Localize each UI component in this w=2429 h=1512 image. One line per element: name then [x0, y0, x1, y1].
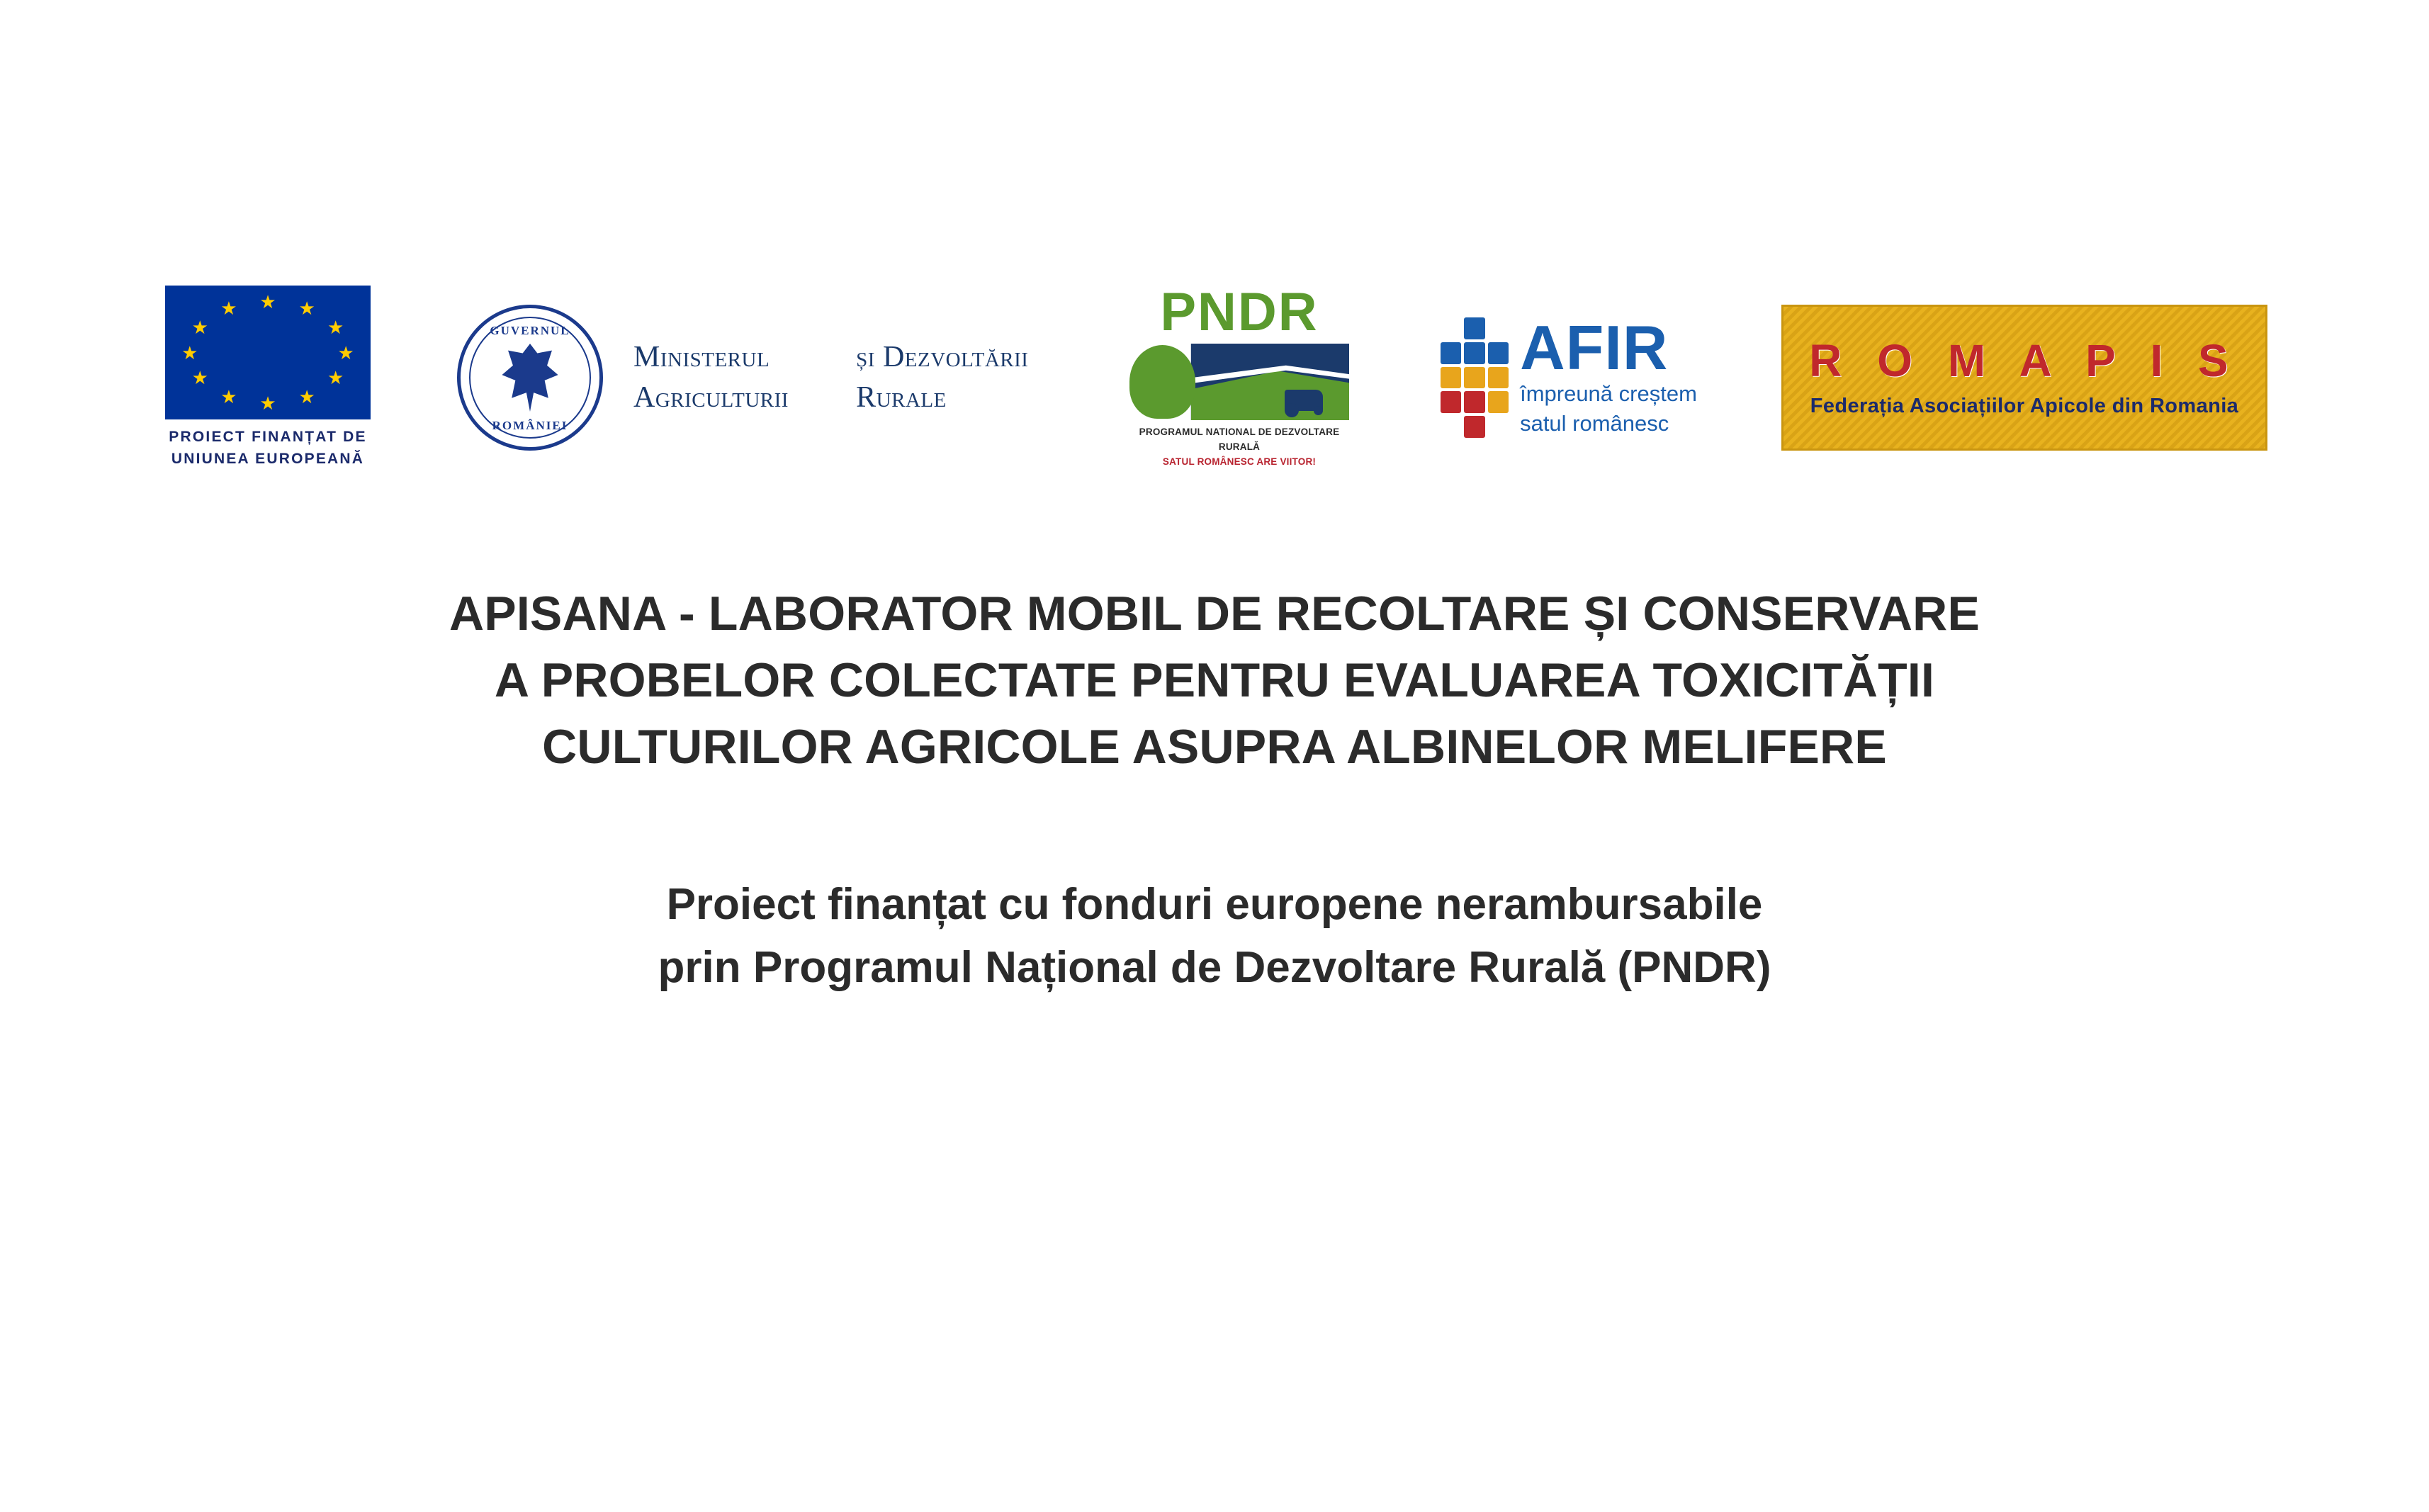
text-block — [0, 581, 2429, 999]
ministerul-agriculturii-logo — [633, 286, 1059, 470]
pndr-sub-line2: SATUL ROMÂNESC ARE VIITOR! — [1162, 456, 1317, 468]
funding-note-line1: Proiect finanțat cu fonduri europene nerambursabile — [666, 880, 1763, 930]
guvernul-romaniei-logo — [445, 286, 615, 470]
afir-mark-icon — [1441, 317, 1509, 438]
gov-arc-top-text: GUVERNUL — [490, 324, 570, 337]
pndr-subtitle — [1122, 425, 1356, 470]
afir-logo — [1413, 286, 1725, 470]
afir-text-block — [1520, 312, 1697, 436]
romapis-logo-slot — [1781, 286, 2267, 470]
afir-tagline-line1: împreună creștem — [1520, 380, 1697, 406]
eu-caption-line2: UNIUNEA EUROPEANĂ — [171, 450, 365, 467]
gov-arc-bottom-text: ROMÂNIEI — [492, 419, 568, 432]
afir-wordmark: AFIR — [1520, 312, 1669, 383]
government-seal-icon — [457, 305, 603, 451]
ministry-line1: Ministerul Agriculturii — [633, 341, 789, 414]
logo-strip — [0, 282, 2429, 473]
eu-logo — [162, 286, 374, 470]
afir-tagline-line2: satul românesc — [1520, 410, 1669, 436]
pndr-tree-icon — [1129, 345, 1195, 419]
project-title-line1: APISANA - LABORATOR MOBIL DE RECOLTARE ȘI CONSERVARE — [449, 587, 1980, 641]
project-title-line2: A PROBELOR COLECTATE PENTRU EVALUAREA TOXICITĂȚII — [494, 653, 1935, 707]
pndr-wordmark: PNDR — [1160, 282, 1319, 342]
eu-caption-line1: PROIECT FINANȚAT DE — [169, 429, 367, 446]
romapis-subtitle: Federația Asociațiilor Apicole din Romania — [1810, 394, 2239, 417]
romapis-wordmark: R O M A P I S — [1809, 334, 2240, 386]
project-title — [187, 581, 2242, 780]
project-title-line3: CULTURILOR AGRICOLE ASUPRA ALBINELOR MELIFERE — [542, 719, 1887, 774]
pndr-logo — [1122, 282, 1356, 470]
funding-note-line2: prin Programul Național de Dezvoltare Rurală (PNDR) — [658, 942, 1771, 992]
funding-note — [187, 874, 2242, 998]
pndr-tractor-icon — [1285, 390, 1323, 411]
romapis-logo — [1781, 305, 2267, 451]
eu-caption — [169, 427, 366, 470]
eu-flag-icon: ★ ★ ★ ★ ★ ★ ★ ★ ★ ★ ★ ★ — [165, 286, 371, 419]
ministry-line2: și Dezvoltării Rurale — [856, 341, 1029, 414]
pndr-sub-line1: PROGRAMUL NATIONAL DE DEZVOLTARE RURALĂ — [1139, 427, 1340, 453]
eagle-icon — [500, 344, 560, 412]
pndr-landscape-icon — [1129, 344, 1349, 420]
